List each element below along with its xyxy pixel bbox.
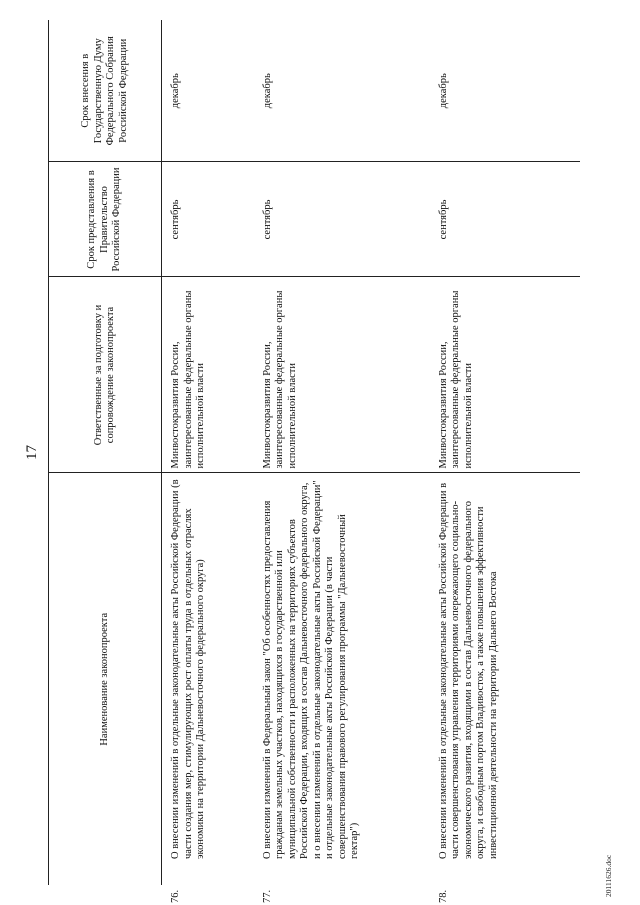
row-name: О внесении изменений в отдельные законодательные акты Российской Федерации в части совершенствования управления территориями опережающего социально-экономического развития, входящими в состав Дальневосточного федерального округа, и свободным портом Владивосток, а также повышения эффективности инвестиционной деятельности на территории Дальнего Востока xyxy=(437,482,499,859)
table-row xyxy=(162,20,254,885)
row-number: 78. xyxy=(437,889,449,903)
row-name: О внесении изменений в отдельные законодательные акты Российской Федерации (в части создания мер, стимулирующих рост оплаты труда в отдельных отраслях экономики на территории Дальневосточного федерального округа) xyxy=(170,479,206,859)
row-gov-deadline: сентябрь xyxy=(162,162,254,277)
table-header-row xyxy=(49,20,162,885)
footer-filename: 20111626.doc xyxy=(604,854,613,897)
row-name-cell xyxy=(162,473,254,903)
row-number: 76. xyxy=(170,889,181,903)
row-gov-deadline: сентябрь xyxy=(430,162,580,277)
header-duma-deadline: Срок внесения в Государственную Думу Федерального Собрания Российской Федерации xyxy=(49,20,162,162)
row-duma-deadline: декабрь xyxy=(430,20,580,162)
bills-table xyxy=(48,20,580,903)
header-name: Наименование законопроекта xyxy=(49,473,162,885)
table-row xyxy=(254,20,430,885)
rotated-page xyxy=(20,20,620,903)
row-gov-deadline: сентябрь xyxy=(254,162,430,277)
row-name-cell xyxy=(254,473,430,903)
row-responsible: Минвостокразвития России, заинтересованные федеральные органы исполнительной власти xyxy=(430,277,580,473)
row-duma-deadline: декабрь xyxy=(254,20,430,162)
header-gov-deadline: Срок представления в Правительство Российской Федерации xyxy=(49,162,162,277)
row-responsible: Минвостокразвития России, заинтересованные федеральные органы исполнительной власти xyxy=(254,277,430,473)
row-responsible: Минвостокразвития России, заинтересованные федеральные органы исполнительной власти xyxy=(162,277,254,473)
row-name-cell xyxy=(430,473,580,903)
row-duma-deadline: декабрь xyxy=(162,20,254,162)
table-row xyxy=(430,20,580,885)
header-responsible: Ответственные за подготовку и сопровождение законопроекта xyxy=(49,277,162,473)
row-name: О внесении изменений в Федеральный закон "Об особенностях предоставления гражданам земельных участков, находящихся в государственной или муниципальной собственности и расположенных на территориях субъектов Российской Федерации, входящих в состав Дальневосточного федерального округа, и о внесении изменений в отдельные законодательные акты Российской Федерации" и отдельные законодательные акты Российской Федерации (в части совершенствования правового регулирования программы "Дальневосточный гектар") xyxy=(261,480,360,859)
row-number: 77. xyxy=(261,889,273,903)
page-number: 17 xyxy=(24,445,40,460)
